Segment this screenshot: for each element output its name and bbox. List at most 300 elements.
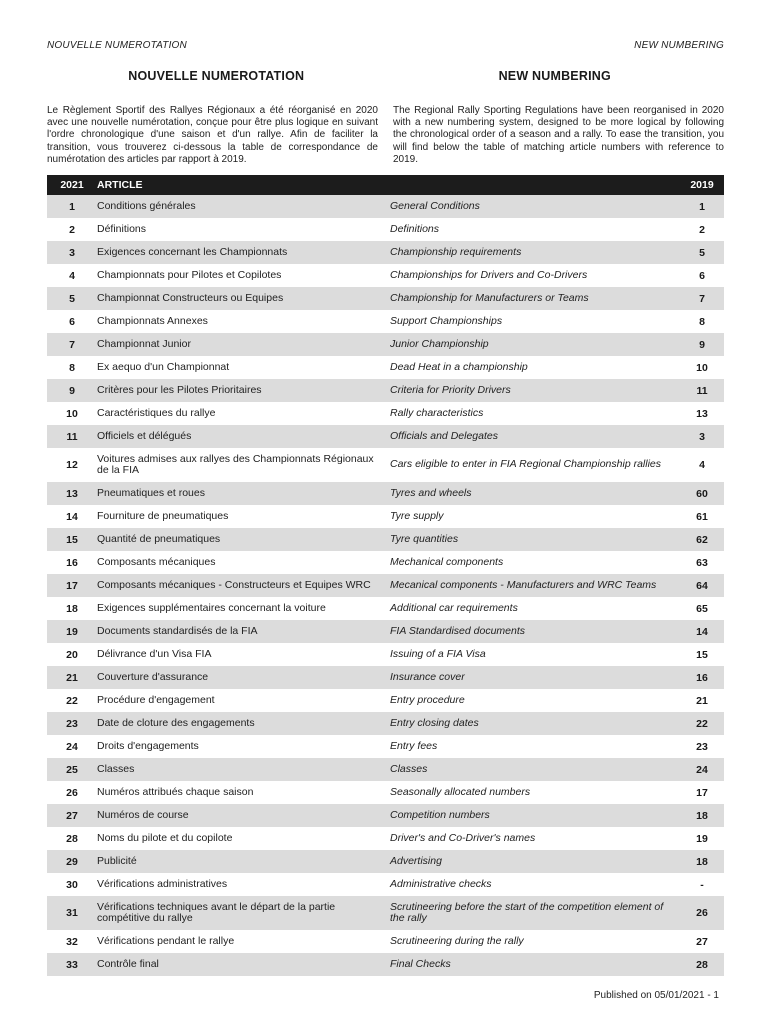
article-number-2019: [680, 827, 724, 850]
article-number-2021: [47, 425, 97, 448]
table-row: [47, 218, 724, 241]
article-number-2021: [47, 620, 97, 643]
article-number-2021-text: 11: [66, 430, 78, 443]
article-number-2021: [47, 402, 97, 425]
article-title-fr: [97, 528, 390, 551]
intro-fr: Le Règlement Sportif des Rallyes Régionaux a été réorganisé en 2020 avec une nouvelle numérotation, conçue pour être plus logique en suivant l'ordre chronologique d'une saison et d'un rallye. Afin de faciliter la transition, vous trouverez ci-dessous la table de correspondance de numérotation des articles par rapport à 2019.: [47, 105, 378, 165]
article-title-en: [390, 781, 680, 804]
article-number-2019-text: 14: [696, 625, 708, 638]
article-number-2019: [680, 448, 724, 482]
title-fr: NOUVELLE NUMEROTATION: [128, 69, 305, 83]
article-number-2021-text: 7: [69, 338, 75, 351]
article-number-2019-text: 6: [699, 269, 705, 282]
article-title-en-text: Championship for Manufacturers or Teams: [390, 291, 589, 304]
article-title-fr: [97, 402, 390, 425]
article-number-2021-text: 10: [66, 407, 78, 420]
article-number-2019-text: 18: [696, 855, 708, 868]
article-number-2021: [47, 379, 97, 402]
header-year-old: 2019: [680, 175, 724, 195]
article-number-2019: [680, 689, 724, 712]
article-number-2021: [47, 804, 97, 827]
article-number-2019: [680, 310, 724, 333]
intro: [47, 105, 724, 166]
article-number-2021-text: 28: [66, 832, 78, 845]
article-number-2019: [680, 781, 724, 804]
article-number-2021-text: 27: [66, 809, 78, 822]
table-row: [47, 356, 724, 379]
article-number-2019: [680, 850, 724, 873]
article-number-2019-text: 21: [696, 694, 708, 707]
article-number-2019: [680, 643, 724, 666]
table-row: [47, 804, 724, 827]
article-number-2019: [680, 574, 724, 597]
article-number-2019-text: 23: [696, 740, 708, 753]
article-title-en-text: Officials and Delegates: [390, 429, 498, 442]
article-number-2021: [47, 597, 97, 620]
article-number-2019: [680, 620, 724, 643]
article-number-2019-text: 27: [696, 935, 708, 948]
article-number-2019-text: 8: [699, 315, 705, 328]
article-title-fr-text: Vérifications pendant le rallye: [97, 934, 235, 947]
article-title-en: [390, 735, 680, 758]
article-number-2019-text: 18: [696, 809, 708, 822]
article-number-2019-text: 62: [696, 533, 708, 546]
article-number-2021-text: 8: [69, 361, 75, 374]
article-title-fr: [97, 735, 390, 758]
article-title-fr-text: Droits d'engagements: [97, 739, 199, 752]
table-row: [47, 953, 724, 976]
table-row: [47, 850, 724, 873]
article-number-2019: [680, 597, 724, 620]
article-title-fr-text: Composants mécaniques: [97, 555, 216, 568]
article-title-en-text: General Conditions: [390, 199, 480, 212]
article-number-2021-text: 18: [66, 602, 78, 615]
article-title-en-text: Scrutineering before the start of the competition element of the rally: [390, 900, 664, 924]
article-number-2021: [47, 574, 97, 597]
article-title-en: [390, 896, 680, 930]
article-title-fr: [97, 827, 390, 850]
article-title-fr-text: Caractéristiques du rallye: [97, 406, 216, 419]
table-row: [47, 620, 724, 643]
article-title-en: [390, 528, 680, 551]
article-title-fr: [97, 241, 390, 264]
article-title-fr-text: Date de cloture des engagements: [97, 716, 255, 729]
article-title-fr: [97, 356, 390, 379]
table-row: [47, 482, 724, 505]
article-title-fr-text: Vérifications administratives: [97, 877, 228, 890]
table-row: [47, 758, 724, 781]
table-row: [47, 781, 724, 804]
table-row: [47, 402, 724, 425]
article-title-en: [390, 448, 680, 482]
article-table: [47, 175, 724, 976]
article-title-en-text: Tyre supply: [390, 509, 444, 522]
table-row: [47, 505, 724, 528]
article-title-en-text: Driver's and Co-Driver's names: [390, 831, 536, 844]
article-title-en: [390, 425, 680, 448]
article-number-2021: [47, 873, 97, 896]
article-number-2019-text: 24: [696, 763, 708, 776]
article-title-en: [390, 264, 680, 287]
article-title-fr-text: Numéros attribués chaque saison: [97, 785, 254, 798]
article-number-2019: [680, 379, 724, 402]
title-en: NEW NUMBERING: [498, 69, 611, 83]
article-number-2021: [47, 850, 97, 873]
article-title-en-text: Scrutineering during the rally: [390, 934, 524, 947]
article-number-2019: [680, 356, 724, 379]
article-title-en-text: Rally characteristics: [390, 406, 484, 419]
article-title-en-text: Championship requirements: [390, 245, 522, 258]
footer: Published on 05/01/2021 - 1: [593, 990, 719, 1001]
article-number-2021: [47, 666, 97, 689]
article-title-fr-text: Exigences concernant les Championnats: [97, 245, 288, 258]
article-title-fr-text: Définitions: [97, 222, 147, 235]
article-title-fr-text: Ex aequo d'un Championnat: [97, 360, 230, 373]
article-title-fr-text: Voitures admises aux rallyes des Championnats Régionaux de la FIA: [97, 452, 374, 476]
article-title-en-text: FIA Standardised documents: [390, 624, 526, 637]
article-number-2019: [680, 528, 724, 551]
article-number-2019-text: 9: [699, 338, 705, 351]
article-number-2021-text: 9: [69, 384, 75, 397]
table-row: [47, 930, 724, 953]
article-title-fr: [97, 666, 390, 689]
article-title-fr: [97, 379, 390, 402]
article-title-en: [390, 930, 680, 953]
table-row: [47, 896, 724, 930]
article-title-fr: [97, 448, 390, 482]
article-number-2021: [47, 218, 97, 241]
article-title-en: [390, 850, 680, 873]
header-article: ARTICLE: [97, 175, 390, 195]
table-row: [47, 666, 724, 689]
article-title-en: [390, 310, 680, 333]
article-number-2019-text: 3: [699, 430, 705, 443]
article-title-fr-text: Pneumatiques et roues: [97, 486, 205, 499]
article-number-2019: [680, 195, 724, 218]
article-title-fr-text: Fourniture de pneumatiques: [97, 509, 229, 522]
table-row: [47, 643, 724, 666]
header-blank: [390, 175, 680, 195]
article-title-fr: [97, 574, 390, 597]
article-title-fr-text: Vérifications techniques avant le départ de la partie compétitive du rallye: [97, 900, 336, 924]
article-number-2021: [47, 241, 97, 264]
article-number-2021-text: 6: [69, 315, 75, 328]
article-title-fr-text: Officiels et délégués: [97, 429, 192, 442]
article-number-2019-text: 63: [696, 556, 708, 569]
article-number-2021-text: 24: [66, 740, 78, 753]
article-title-fr-text: Couverture d'assurance: [97, 670, 209, 683]
article-number-2021-text: 19: [66, 625, 78, 638]
article-number-2019-text: 26: [696, 907, 708, 919]
article-number-2021: [47, 689, 97, 712]
article-number-2019: [680, 264, 724, 287]
article-number-2021-text: 15: [66, 533, 78, 546]
article-number-2021-text: 13: [66, 487, 78, 500]
article-title-en-text: Cars eligible to enter in FIA Regional Championship rallies: [390, 458, 661, 471]
article-title-en-text: Advertising: [390, 854, 442, 867]
header-year-new: 2021: [47, 175, 97, 195]
article-title-fr-text: Documents standardisés de la FIA: [97, 624, 258, 637]
article-title-fr: [97, 873, 390, 896]
article-title-fr: [97, 287, 390, 310]
article-title-en-text: Dead Heat in a championship: [390, 360, 528, 373]
article-number-2021: [47, 448, 97, 482]
article-title-fr-text: Championnats pour Pilotes et Copilotes: [97, 268, 282, 281]
article-title-en-text: Additional car requirements: [390, 601, 518, 614]
article-number-2021-text: 23: [66, 717, 78, 730]
article-title-fr-text: Critères pour les Pilotes Prioritaires: [97, 383, 262, 396]
article-number-2019-text: -: [700, 878, 704, 891]
article-title-fr-text: Contrôle final: [97, 957, 159, 970]
article-number-2019-text: 28: [696, 958, 708, 971]
article-number-2021: [47, 195, 97, 218]
article-number-2021-text: 17: [66, 579, 78, 592]
table-header: [47, 175, 724, 195]
article-number-2019: [680, 930, 724, 953]
article-number-2019: [680, 333, 724, 356]
article-title-fr-text: Composants mécaniques - Constructeurs et Equipes WRC: [97, 578, 371, 591]
article-title-en: [390, 827, 680, 850]
article-number-2021: [47, 333, 97, 356]
article-number-2021: [47, 356, 97, 379]
table-row: [47, 333, 724, 356]
article-title-fr: [97, 850, 390, 873]
article-title-en-text: Administrative checks: [390, 877, 492, 890]
article-title-fr: [97, 482, 390, 505]
article-title-fr: [97, 689, 390, 712]
article-number-2019-text: 65: [696, 602, 708, 615]
article-title-fr-text: Quantité de pneumatiques: [97, 532, 221, 545]
article-title-en-text: Tyres and wheels: [390, 486, 472, 499]
article-number-2019: [680, 505, 724, 528]
article-title-en: [390, 953, 680, 976]
article-title-en: [390, 804, 680, 827]
table-row: [47, 287, 724, 310]
article-number-2021-text: 14: [66, 510, 78, 523]
article-number-2019-text: 11: [696, 384, 708, 397]
article-number-2019: [680, 896, 724, 930]
article-number-2019-text: 60: [696, 487, 708, 500]
article-title-fr-text: Championnats Annexes: [97, 314, 208, 327]
article-number-2021: [47, 264, 97, 287]
article-title-en: [390, 666, 680, 689]
article-title-fr-text: Numéros de course: [97, 808, 189, 821]
article-title-en-text: Entry fees: [390, 739, 438, 752]
article-title-fr-text: Délivrance d'un Visa FIA: [97, 647, 212, 660]
article-number-2019: [680, 666, 724, 689]
article-title-en: [390, 712, 680, 735]
article-number-2019: [680, 218, 724, 241]
table-body: [47, 195, 724, 976]
article-title-en: [390, 758, 680, 781]
article-number-2021-text: 12: [66, 459, 78, 471]
article-title-en-text: Mechanical components: [390, 555, 504, 568]
article-number-2021-text: 21: [66, 671, 78, 684]
article-title-en-text: Entry procedure: [390, 693, 465, 706]
article-number-2021-text: 31: [66, 907, 78, 919]
article-title-fr-text: Publicité: [97, 854, 137, 867]
table-row: [47, 551, 724, 574]
article-title-en-text: Championships for Drivers and Co-Drivers: [390, 268, 588, 281]
article-number-2019: [680, 735, 724, 758]
article-number-2021-text: 25: [66, 763, 78, 776]
article-title-en: [390, 482, 680, 505]
article-title-en-text: Support Championships: [390, 314, 503, 327]
article-number-2021: [47, 953, 97, 976]
article-title-fr-text: Exigences supplémentaires concernant la voiture: [97, 601, 326, 614]
article-number-2021-text: 29: [66, 855, 78, 868]
article-title-en: [390, 356, 680, 379]
article-number-2019-text: 13: [696, 407, 708, 420]
article-title-en-text: Junior Championship: [390, 337, 489, 350]
table-row: [47, 735, 724, 758]
article-number-2021: [47, 528, 97, 551]
article-title-fr: [97, 505, 390, 528]
article-number-2021-text: 22: [66, 694, 78, 707]
article-title-fr: [97, 551, 390, 574]
article-title-fr: [97, 953, 390, 976]
table-row: [47, 873, 724, 896]
article-number-2019-text: 22: [696, 717, 708, 730]
article-number-2019: [680, 712, 724, 735]
article-title-fr: [97, 597, 390, 620]
article-number-2019: [680, 873, 724, 896]
article-title-en: [390, 241, 680, 264]
article-title-fr-text: Classes: [97, 762, 135, 775]
article-number-2021-text: 4: [69, 269, 75, 282]
article-title-en: [390, 643, 680, 666]
article-title-en: [390, 195, 680, 218]
article-title-en-text: Tyre quantities: [390, 532, 459, 545]
article-title-en: [390, 574, 680, 597]
article-number-2021-text: 5: [69, 292, 75, 305]
article-title-fr-text: Conditions générales: [97, 199, 196, 212]
article-number-2021: [47, 781, 97, 804]
article-title-fr: [97, 781, 390, 804]
table-row: [47, 264, 724, 287]
article-title-en-text: Criteria for Priority Drivers: [390, 383, 511, 396]
article-number-2021-text: 1: [69, 200, 75, 213]
intro-en: The Regional Rally Sporting Regulations have been reorganised in 2020 with a new numbering system, designed to be more logical by following the chronological order of a season and a rally. To ease the transition, you will find below the table of matching article numbers with reference to 2019.: [393, 105, 724, 165]
article-title-fr: [97, 425, 390, 448]
article-number-2021-text: 33: [66, 958, 78, 971]
article-number-2019: [680, 425, 724, 448]
article-number-2019: [680, 758, 724, 781]
article-title-en-text: Final Checks: [390, 957, 451, 970]
article-number-2019-text: 17: [696, 786, 708, 799]
article-number-2021: [47, 287, 97, 310]
article-title-fr: [97, 712, 390, 735]
article-number-2021: [47, 505, 97, 528]
article-number-2019-text: 4: [699, 459, 705, 471]
article-title-en: [390, 597, 680, 620]
article-number-2019-text: 5: [699, 246, 705, 259]
article-number-2019-text: 1: [699, 200, 705, 213]
article-title-fr: [97, 333, 390, 356]
section-titles: [47, 69, 724, 83]
article-title-fr: [97, 264, 390, 287]
table-row: [47, 597, 724, 620]
article-title-fr-text: Noms du pilote et du copilote: [97, 831, 233, 844]
article-number-2019: [680, 402, 724, 425]
article-number-2021: [47, 896, 97, 930]
article-title-en: [390, 402, 680, 425]
article-number-2019: [680, 287, 724, 310]
article-title-en: [390, 620, 680, 643]
article-title-en: [390, 287, 680, 310]
article-number-2021: [47, 643, 97, 666]
article-number-2019-text: 7: [699, 292, 705, 305]
running-head: [47, 40, 724, 51]
article-title-en: [390, 505, 680, 528]
article-title-fr-text: Championnat Junior: [97, 337, 191, 350]
article-number-2019-text: 10: [696, 361, 708, 374]
table-row: [47, 425, 724, 448]
article-number-2019-text: 15: [696, 648, 708, 661]
article-number-2019: [680, 804, 724, 827]
article-title-en-text: Issuing of a FIA Visa: [390, 647, 486, 660]
article-number-2021-text: 30: [66, 878, 78, 891]
article-number-2021: [47, 482, 97, 505]
article-title-en-text: Definitions: [390, 222, 440, 235]
article-title-fr: [97, 195, 390, 218]
article-number-2021: [47, 735, 97, 758]
article-number-2021: [47, 827, 97, 850]
article-number-2021-text: 20: [66, 648, 78, 661]
table-row: [47, 310, 724, 333]
article-title-fr: [97, 218, 390, 241]
article-number-2021-text: 32: [66, 935, 78, 948]
article-number-2019-text: 61: [696, 510, 708, 523]
article-title-en-text: Mecanical components - Manufacturers and WRC Teams: [390, 578, 657, 591]
article-number-2019-text: 16: [696, 671, 708, 684]
article-number-2019: [680, 953, 724, 976]
article-title-en: [390, 218, 680, 241]
article-number-2021: [47, 712, 97, 735]
article-title-fr: [97, 804, 390, 827]
article-title-fr: [97, 310, 390, 333]
article-title-fr: [97, 758, 390, 781]
article-title-en: [390, 689, 680, 712]
article-number-2019-text: 19: [696, 832, 708, 845]
table-row: [47, 689, 724, 712]
article-number-2021-text: 16: [66, 556, 78, 569]
article-number-2021-text: 3: [69, 246, 75, 259]
article-title-fr: [97, 896, 390, 930]
article-title-en-text: Competition numbers: [390, 808, 490, 821]
article-title-en-text: Classes: [390, 762, 428, 775]
article-title-fr: [97, 930, 390, 953]
article-title-fr: [97, 643, 390, 666]
article-number-2019: [680, 482, 724, 505]
table-row: [47, 712, 724, 735]
article-title-en-text: Entry closing dates: [390, 716, 479, 729]
article-title-fr: [97, 620, 390, 643]
article-number-2019-text: 64: [696, 579, 708, 592]
article-number-2021: [47, 551, 97, 574]
article-number-2021: [47, 930, 97, 953]
article-number-2021-text: 2: [69, 223, 75, 236]
article-number-2021-text: 26: [66, 786, 78, 799]
article-title-en-text: Insurance cover: [390, 670, 465, 683]
table-row: [47, 827, 724, 850]
article-title-en: [390, 551, 680, 574]
table-row: [47, 379, 724, 402]
table-row: [47, 241, 724, 264]
article-title-en: [390, 873, 680, 896]
article-title-en-text: Seasonally allocated numbers: [390, 785, 531, 798]
running-head-left: NOUVELLE NUMEROTATION: [47, 40, 187, 51]
